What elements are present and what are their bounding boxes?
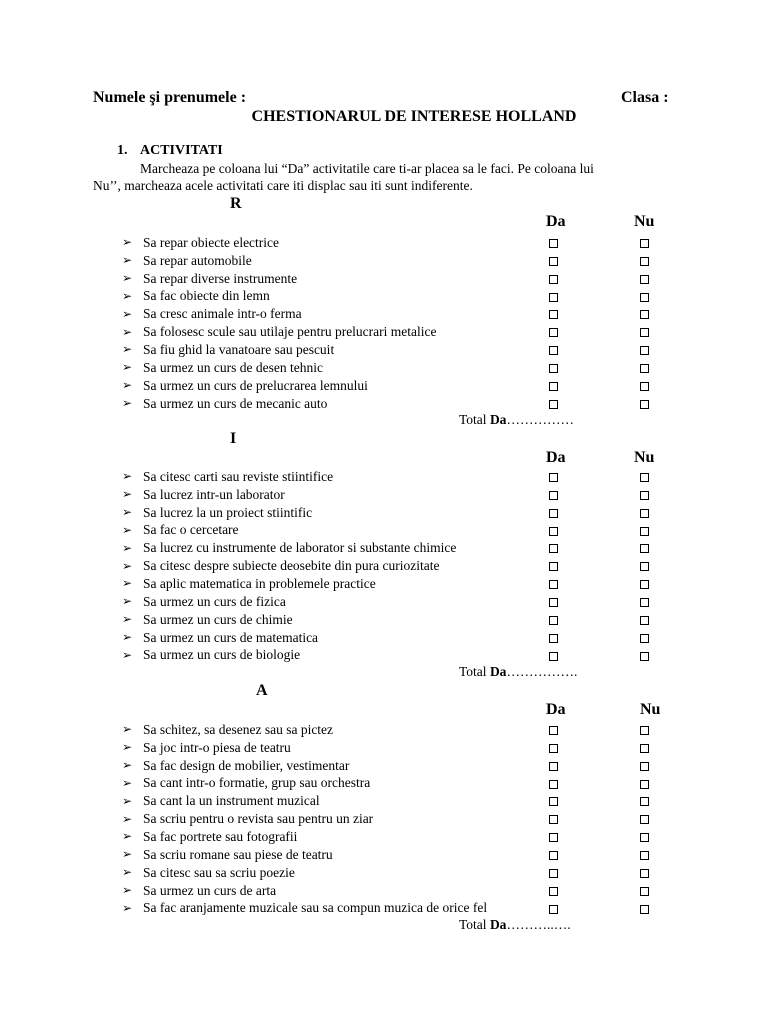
list-item [0, 323, 768, 341]
checkbox-nu[interactable] [640, 293, 649, 302]
checkbox-da[interactable] [549, 544, 558, 553]
checkbox-nu[interactable] [640, 310, 649, 319]
checkbox-nu[interactable] [640, 616, 649, 625]
activity-label: Sa repar diverse instrumente [143, 270, 298, 286]
activity-label: Sa urmez un curs de arta [143, 882, 277, 898]
checkbox-nu[interactable] [640, 833, 649, 842]
total-da-line [459, 664, 577, 680]
list-item [0, 252, 768, 270]
total-da-label: Da [489, 664, 507, 679]
list-item [0, 341, 768, 359]
list-item [0, 504, 768, 522]
list-item [0, 721, 768, 739]
list-item [0, 395, 768, 413]
checkbox-da[interactable] [549, 562, 558, 571]
activity-label: Sa urmez un curs de biologie [143, 647, 301, 663]
checkbox-nu[interactable] [640, 744, 649, 753]
total-da-label: Da [489, 917, 507, 932]
activity-label: Sa lucrez intr-un laborator [143, 486, 285, 502]
checkbox-nu[interactable] [640, 544, 649, 553]
bullet-arrow-icon: ➢ [121, 900, 133, 915]
total-label: Total [459, 412, 490, 427]
total-da-line [459, 412, 574, 428]
instructions-line1: Marcheaza pe coloana lui “Da” activitatile care ti-ar placea sa le faci. Pe coloana lui [140, 161, 594, 176]
group-letter: I [230, 430, 237, 447]
list-item [0, 864, 768, 882]
list-item [0, 270, 768, 288]
checkbox-da[interactable] [549, 797, 558, 806]
list-item [0, 629, 768, 647]
list-item [0, 539, 768, 557]
page-title: CHESTIONARUL DE INTERESE HOLLAND [251, 108, 577, 125]
activity-label: Sa fac obiecte din lemn [143, 288, 270, 304]
checkbox-da[interactable] [549, 382, 558, 391]
list-item [0, 359, 768, 377]
group-letter: A [256, 682, 268, 699]
list-item [0, 810, 768, 828]
checkbox-da[interactable] [549, 364, 558, 373]
checkbox-nu[interactable] [640, 905, 649, 914]
total-da-label: Da [489, 412, 507, 427]
instructions-line2: Nu’’, marcheaza acele activitati care iti displac sau iti sunt indiferente. [93, 178, 473, 193]
activity-label: Sa fiu ghid la vanatoare sau pescuit [143, 341, 335, 357]
column-header-da: Da [546, 701, 566, 718]
total-label: Total [459, 917, 490, 932]
checkbox-da[interactable] [549, 275, 558, 284]
checkbox-nu[interactable] [640, 652, 649, 661]
checkbox-nu[interactable] [640, 239, 649, 248]
bullet-arrow-icon: ➢ [121, 253, 133, 268]
list-item [0, 377, 768, 395]
checkbox-da[interactable] [549, 491, 558, 500]
list-item [0, 486, 768, 504]
bullet-arrow-icon: ➢ [121, 612, 133, 627]
checkbox-da[interactable] [549, 833, 558, 842]
list-item [0, 575, 768, 593]
bullet-arrow-icon: ➢ [121, 235, 133, 250]
checkbox-da[interactable] [549, 869, 558, 878]
activity-label: Sa cant la un instrument muzical [143, 793, 320, 809]
column-header-nu: Nu [634, 213, 655, 230]
bullet-arrow-icon: ➢ [121, 342, 133, 357]
total-dots: ……………. [506, 664, 578, 679]
activity-label: Sa repar automobile [143, 252, 252, 268]
checkbox-da[interactable] [549, 634, 558, 643]
checkbox-nu[interactable] [640, 887, 649, 896]
activity-label: Sa lucrez cu instrumente de laborator si substante chimice [143, 540, 457, 556]
column-header-nu: Nu [640, 701, 661, 718]
bullet-arrow-icon: ➢ [121, 576, 133, 591]
checkbox-da[interactable] [549, 239, 558, 248]
checkbox-da[interactable] [549, 598, 558, 607]
bullet-arrow-icon: ➢ [121, 378, 133, 393]
checkbox-nu[interactable] [640, 364, 649, 373]
checkbox-nu[interactable] [640, 851, 649, 860]
checkbox-da[interactable] [549, 762, 558, 771]
total-dots: ………..…. [506, 917, 571, 932]
list-item [0, 522, 768, 540]
checkbox-nu[interactable] [640, 762, 649, 771]
list-item [0, 593, 768, 611]
checkbox-nu[interactable] [640, 580, 649, 589]
list-item [0, 557, 768, 575]
list-item [0, 234, 768, 252]
checkbox-da[interactable] [549, 851, 558, 860]
bullet-arrow-icon: ➢ [121, 487, 133, 502]
activity-label: Sa joc intr-o piesa de teatru [143, 739, 291, 755]
bullet-arrow-icon: ➢ [121, 722, 133, 737]
checkbox-nu[interactable] [640, 797, 649, 806]
column-header-da: Da [546, 213, 566, 230]
activity-label: Sa cant intr-o formatie, grup sau orchestra [143, 775, 371, 791]
checkbox-nu[interactable] [640, 491, 649, 500]
checkbox-nu[interactable] [640, 815, 649, 824]
bullet-arrow-icon: ➢ [121, 811, 133, 826]
checkbox-da[interactable] [549, 509, 558, 518]
bullet-arrow-icon: ➢ [121, 594, 133, 609]
list-item [0, 882, 768, 900]
activity-label: Sa lucrez la un proiect stiintific [143, 504, 313, 520]
bullet-arrow-icon: ➢ [121, 740, 133, 755]
class-label: Clasa : [621, 89, 669, 106]
checkbox-nu[interactable] [640, 598, 649, 607]
activity-label: Sa urmez un curs de prelucrarea lemnului [143, 377, 368, 393]
checkbox-nu[interactable] [640, 509, 649, 518]
checkbox-da[interactable] [549, 726, 558, 735]
bullet-arrow-icon: ➢ [121, 505, 133, 520]
activity-label: Sa scriu romane sau piese de teatru [143, 846, 333, 862]
bullet-arrow-icon: ➢ [121, 630, 133, 645]
bullet-arrow-icon: ➢ [121, 558, 133, 573]
checkbox-da[interactable] [549, 815, 558, 824]
list-item [0, 611, 768, 629]
column-header-nu: Nu [634, 449, 655, 466]
list-item [0, 647, 768, 665]
bullet-arrow-icon: ➢ [121, 540, 133, 555]
activity-label: Sa urmez un curs de matematica [143, 629, 319, 645]
checkbox-da[interactable] [549, 310, 558, 319]
list-item [0, 846, 768, 864]
checkbox-da[interactable] [549, 473, 558, 482]
bullet-arrow-icon: ➢ [121, 847, 133, 862]
list-item [0, 468, 768, 486]
bullet-arrow-icon: ➢ [121, 324, 133, 339]
activity-label: Sa urmez un curs de chimie [143, 611, 293, 627]
bullet-arrow-icon: ➢ [121, 522, 133, 537]
group-letter: R [230, 195, 242, 212]
bullet-arrow-icon: ➢ [121, 829, 133, 844]
checkbox-da[interactable] [549, 293, 558, 302]
activity-label: Sa folosesc scule sau utilaje pentru prelucrari metalice [143, 324, 437, 340]
activity-label: Sa urmez un curs de fizica [143, 593, 286, 609]
list-item [0, 828, 768, 846]
activity-label: Sa scriu pentru o revista sau pentru un ziar [143, 811, 374, 827]
checkbox-nu[interactable] [640, 382, 649, 391]
checkbox-nu[interactable] [640, 527, 649, 536]
activity-label: Sa citesc sau sa scriu poezie [143, 864, 295, 880]
checkbox-da[interactable] [549, 328, 558, 337]
checkbox-nu[interactable] [640, 346, 649, 355]
bullet-arrow-icon: ➢ [121, 288, 133, 303]
list-item [0, 792, 768, 810]
list-item [0, 739, 768, 757]
checkbox-da[interactable] [549, 616, 558, 625]
bullet-arrow-icon: ➢ [121, 306, 133, 321]
list-item [0, 757, 768, 775]
checkbox-da[interactable] [549, 780, 558, 789]
activity-label: Sa fac design de mobilier, vestimentar [143, 757, 350, 773]
activity-label: Sa fac aranjamente muzicale sau sa compun muzica de orice fel [143, 900, 488, 916]
activity-label: Sa fac portrete sau fotografii [143, 828, 298, 844]
total-dots: …………… [506, 412, 574, 427]
name-label: Numele şi prenumele : [93, 89, 247, 106]
bullet-arrow-icon: ➢ [121, 360, 133, 375]
bullet-arrow-icon: ➢ [121, 469, 133, 484]
activity-label: Sa cresc animale intr-o ferma [143, 306, 302, 322]
bullet-arrow-icon: ➢ [121, 883, 133, 898]
activity-label: Sa schitez, sa desenez sau sa pictez [143, 721, 334, 737]
section-number: 1. [117, 143, 128, 158]
activity-label: Sa citesc carti sau reviste stiintifice [143, 468, 334, 484]
bullet-arrow-icon: ➢ [121, 865, 133, 880]
checkbox-nu[interactable] [640, 328, 649, 337]
activity-label: Sa fac o cercetare [143, 522, 239, 538]
checkbox-da[interactable] [549, 580, 558, 589]
activity-label: Sa urmez un curs de desen tehnic [143, 359, 323, 375]
checkbox-nu[interactable] [640, 869, 649, 878]
section-heading: ACTIVITATI [140, 143, 223, 158]
bullet-arrow-icon: ➢ [121, 647, 133, 662]
list-item [0, 288, 768, 306]
checkbox-nu[interactable] [640, 257, 649, 266]
column-header-da: Da [546, 449, 566, 466]
checkbox-nu[interactable] [640, 726, 649, 735]
total-da-line [459, 917, 571, 933]
activity-label: Sa urmez un curs de mecanic auto [143, 395, 328, 411]
checkbox-da[interactable] [549, 652, 558, 661]
bullet-arrow-icon: ➢ [121, 793, 133, 808]
bullet-arrow-icon: ➢ [121, 758, 133, 773]
checkbox-da[interactable] [549, 887, 558, 896]
list-item [0, 775, 768, 793]
checkbox-nu[interactable] [640, 562, 649, 571]
checkbox-nu[interactable] [640, 473, 649, 482]
activity-label: Sa repar obiecte electrice [143, 234, 280, 250]
checkbox-da[interactable] [549, 527, 558, 536]
list-item [0, 305, 768, 323]
checkbox-da[interactable] [549, 905, 558, 914]
checkbox-nu[interactable] [640, 400, 649, 409]
activity-label: Sa aplic matematica in problemele practice [143, 575, 376, 591]
total-label: Total [459, 664, 490, 679]
list-item [0, 900, 768, 918]
checkbox-da[interactable] [549, 744, 558, 753]
bullet-arrow-icon: ➢ [121, 271, 133, 286]
checkbox-nu[interactable] [640, 634, 649, 643]
activity-label: Sa citesc despre subiecte deosebite din pura curiozitate [143, 558, 440, 574]
bullet-arrow-icon: ➢ [121, 775, 133, 790]
checkbox-nu[interactable] [640, 275, 649, 284]
checkbox-da[interactable] [549, 346, 558, 355]
checkbox-da[interactable] [549, 257, 558, 266]
bullet-arrow-icon: ➢ [121, 396, 133, 411]
checkbox-da[interactable] [549, 400, 558, 409]
checkbox-nu[interactable] [640, 780, 649, 789]
